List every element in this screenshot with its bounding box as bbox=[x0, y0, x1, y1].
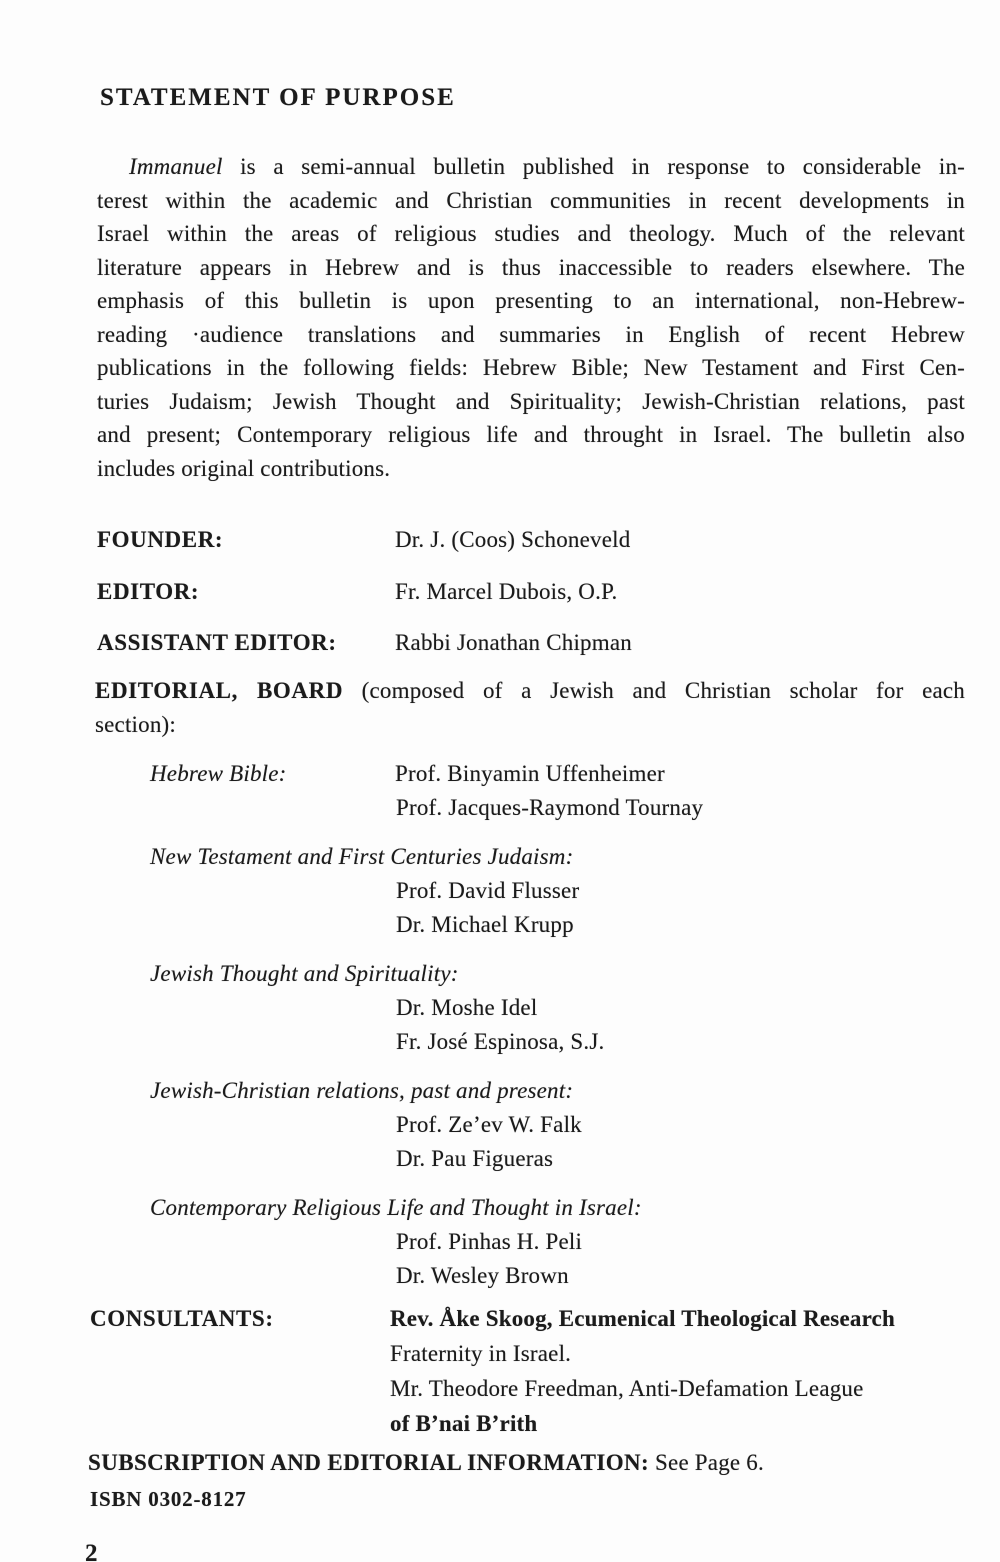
section-heading-row bbox=[97, 840, 965, 874]
member-name: Prof. David Flusser bbox=[396, 878, 580, 903]
editorial-board-description-line2: section): bbox=[95, 712, 176, 737]
member-name: Dr. Wesley Brown bbox=[396, 1263, 569, 1288]
section bbox=[97, 840, 965, 942]
section bbox=[97, 1074, 965, 1176]
role-value: Rabbi Jonathan Chipman bbox=[395, 630, 632, 655]
editorial-board-line1 bbox=[95, 674, 965, 708]
section-heading-row bbox=[97, 757, 965, 791]
sections-list bbox=[97, 757, 965, 1308]
section-heading-row bbox=[97, 1191, 965, 1225]
section-heading: New Testament and First Centuries Judaism: bbox=[150, 844, 574, 869]
member-name: Prof. Pinhas H. Peli bbox=[396, 1229, 583, 1254]
page-title: STATEMENT OF PURPOSE bbox=[100, 84, 456, 111]
isbn-text: ISBN 0302-8127 bbox=[90, 1487, 247, 1511]
member-name: Prof. Jacques-Raymond Tournay bbox=[396, 795, 704, 820]
paragraph-line: publications in the following fields: Hebrew Bible; New Testament and First Cen- bbox=[97, 355, 965, 380]
member-name: Dr. Moshe Idel bbox=[396, 995, 538, 1020]
role-label: EDITOR: bbox=[97, 578, 200, 604]
editorial-board bbox=[95, 674, 965, 742]
paragraph-line: literature appears in Hebrew and is thus inaccessible to readers elsewhere. The bbox=[97, 254, 965, 280]
masthead bbox=[97, 523, 965, 678]
role-label: ASSISTANT EDITOR: bbox=[97, 630, 337, 655]
subscription-value: See Page 6. bbox=[655, 1450, 764, 1475]
role-value: Dr. J. (Coos) Schoneveld bbox=[395, 527, 631, 552]
section-heading: Jewish Thought and Spirituality: bbox=[150, 961, 459, 986]
member-name: Dr. Pau Figueras bbox=[396, 1146, 554, 1171]
member-name: Dr. Michael Krupp bbox=[396, 912, 574, 937]
section-heading: Hebrew Bible: bbox=[150, 761, 287, 786]
role-row bbox=[97, 575, 965, 609]
role-value: Fr. Marcel Dubois, O.P. bbox=[395, 578, 618, 604]
consultant-line: Mr. Theodore Freedman, Anti-Defamation League bbox=[390, 1376, 864, 1401]
role-label: FOUNDER: bbox=[97, 527, 224, 552]
consultants-label: CONSULTANTS: bbox=[90, 1306, 274, 1331]
section bbox=[97, 1191, 965, 1293]
section-heading-row bbox=[97, 1074, 965, 1108]
paragraph-line: and present; Contemporary religious life and throught in Israel. The bulletin also bbox=[97, 422, 965, 447]
paragraph-line: Israel within the areas of religious studies and theology. Much of the relevant bbox=[97, 221, 965, 246]
paragraph-line: turies Judaism; Jewish Thought and Spirituality; Jewish-Christian relations, past bbox=[97, 388, 965, 414]
section-heading: Jewish-Christian relations, past and present: bbox=[150, 1078, 574, 1103]
section-heading-row bbox=[97, 957, 965, 991]
consultant-line: Fraternity in Israel. bbox=[390, 1341, 572, 1366]
consultant-lines bbox=[390, 1301, 970, 1441]
italic-word: Immanuel bbox=[129, 154, 223, 179]
role-row bbox=[97, 523, 965, 557]
role-row bbox=[97, 626, 965, 660]
member-name: Prof. Binyamin Uffenheimer bbox=[395, 761, 665, 786]
page-number: 2 bbox=[85, 1540, 98, 1562]
consultants bbox=[90, 1301, 970, 1441]
intro-paragraph bbox=[97, 150, 965, 485]
section bbox=[97, 757, 965, 825]
member-name: Fr. José Espinosa, S.J. bbox=[396, 1029, 605, 1054]
consultant-line: of B’nai B’rith bbox=[390, 1411, 538, 1436]
consultant-line: Rev. Åke Skoog, Ecumenical Theological Research bbox=[390, 1306, 895, 1331]
member-name: Prof. Ze’ev W. Falk bbox=[396, 1112, 582, 1137]
editorial-board-description: (composed of a Jewish and Christian scholar for each bbox=[343, 678, 965, 703]
section-heading: Contemporary Religious Life and Thought in Israel: bbox=[150, 1195, 642, 1220]
paragraph-line: Immanuel is a semi-annual bulletin published in response to considerable in- bbox=[129, 154, 965, 179]
paragraph-line: includes original contributions. bbox=[97, 455, 391, 481]
section bbox=[97, 957, 965, 1059]
paragraph-line: reading ·audience translations and summaries in English of recent Hebrew bbox=[97, 321, 965, 347]
subscription-label: SUBSCRIPTION AND EDITORIAL INFORMATION: bbox=[88, 1450, 650, 1475]
subscription-line bbox=[88, 1446, 764, 1480]
paragraph-line: emphasis of this bulletin is upon presenting to an international, non-Hebrew- bbox=[97, 288, 965, 313]
paragraph-line: terest within the academic and Christian communities in recent developments in bbox=[97, 187, 965, 213]
editorial-board-title: EDITORIAL, BOARD bbox=[95, 678, 344, 703]
